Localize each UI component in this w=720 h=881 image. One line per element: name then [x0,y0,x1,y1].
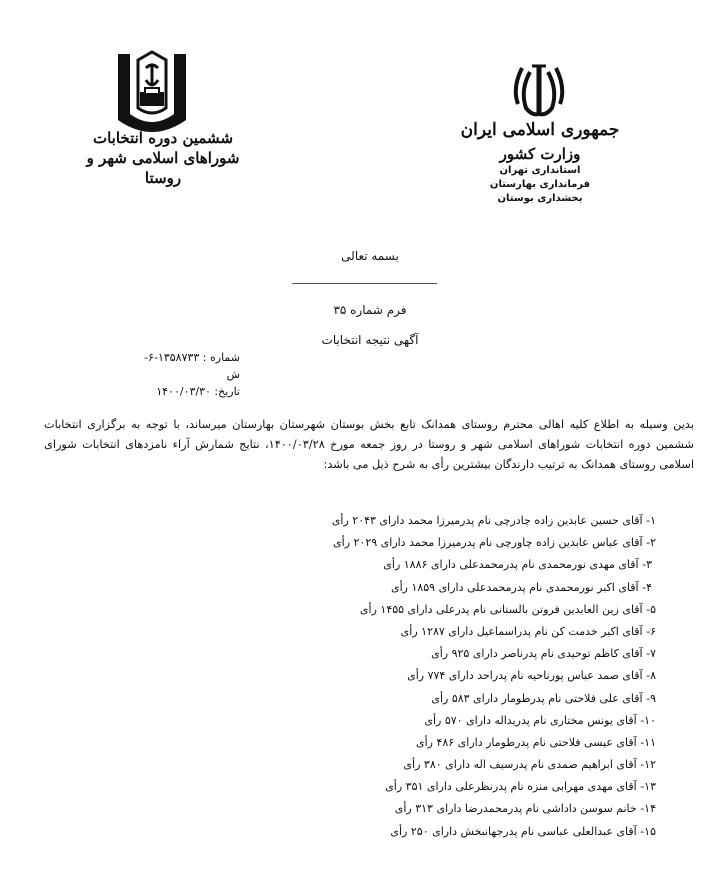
intro-paragraph: بدین وسیله به اطلاع کلیه اهالی محترم روستای همدانک تابع بخش بوستان شهرستان بهارستان میرساند، با توجه به برگزاری انتخابات ششمین دوره انتخابات شوراهای اسلامی شهر و روستا در روز جمعه مورخ ۱۴۰۰/۰۳/۲۸، نتایج شمارش آراء نامزدهای انتخابات شورای اسلامی روستای همدانک به ترتیب دارندگان بیشترین رأی به شرح ذیل می باشد: [44,418,694,471]
list-item: ۲- آقای عباس عابدین زاده چاورچی نام پدرمیرزا محمد دارای ۲۰۲۹ رأی [333,536,656,550]
election-logo-text [78,128,248,188]
list-item: ۱۳- آقای مهدی مهرابی منزه نام پدرنظرعلی دارای ۳۵۱ رأی [385,780,656,794]
list-item: ۴- آقای اکبر نورمحمدی نام پدرمحمدعلی دارای ۱۸۵۹ رأی [390,580,652,594]
list-item: ۱۴- خانم سوسن داداشی نام پدرمحمدرضا دارای ۳۱۳ رأی [394,802,656,816]
governorate-name: استانداری تهران [499,165,581,176]
list-item: ۱۰- آقای یونس مختاری نام پدریداله دارای ۵۷۰ رأی [424,713,656,727]
form-number: فرم شماره ۳۵ [333,303,407,317]
list-item: ۵- آقای زین العابدین فروتن بالستانی نام پدرعلی دارای ۱۴۵۵ رأی [359,602,656,616]
government-header [440,118,640,206]
ministry-name: وزارت کشور [499,145,581,163]
district-office-name: بخشداری بوستان [497,193,583,204]
list-item: ۱- آقای حسین عابدین زاده چادرچی نام پدرمیرزا محمد دارای ۲۰۴۳ رأی [331,514,656,527]
heading-divider [292,283,437,284]
iran-emblem-icon [510,62,568,120]
list-item: ۹- آقای علی فلاحتی نام پدرطومار دارای ۵۸۳ رأی [431,691,656,705]
list-item: ۳- آقای مهدی نورمحمدی نام پدرمحمدعلی دارای ۱۸۸۶ رأی [383,558,652,572]
list-item: ۸- آقای صمد عباس پورناحیه نام پدراحد دارای ۷۷۴ رأی [407,669,656,683]
county-office-name: فرمانداری بهارستان [489,179,591,190]
candidate-results-list [96,510,656,843]
list-item: ۱۱- آقای عیسی فلاحتی نام پدرطومار دارای ۴۸۶ رأی [415,735,656,749]
list-item: ۱۲- آقای ابراهیم صمدی نام پدرسیف اله دارای ۳۸۰ رأی [403,758,656,772]
letter-date: تاریخ: ۱۴۰۰/۰۳/۳۰ [156,385,240,398]
notice-title: آگهی نتیجه انتخابات [321,333,419,347]
election-logo-line1: ششمین دوره انتخابات [92,129,234,147]
list-item: ۶- آقای اکبر خدمت کن نام پدراسماعیل دارای ۱۲۸۷ رأی [400,624,656,638]
list-item: ۷- آقای کاظم توحیدی نام پدرناصر دارای ۹۲۵ رأی [431,647,656,661]
government-title: جمهوری اسلامی ایران [460,120,620,140]
letter-meta [140,349,240,400]
letter-number: شماره : ۱۳۵۸۷۳۳-۶-ش [144,351,240,381]
bismillah-heading: بسمه تعالی [341,249,399,263]
list-item: ۱۵- آقای عبدالعلی عباسی نام پدرجهانبخش دارای ۲۵۰ رأی [390,824,656,838]
election-logo-line2: شوراهای اسلامی شهر و روستا [86,149,240,187]
